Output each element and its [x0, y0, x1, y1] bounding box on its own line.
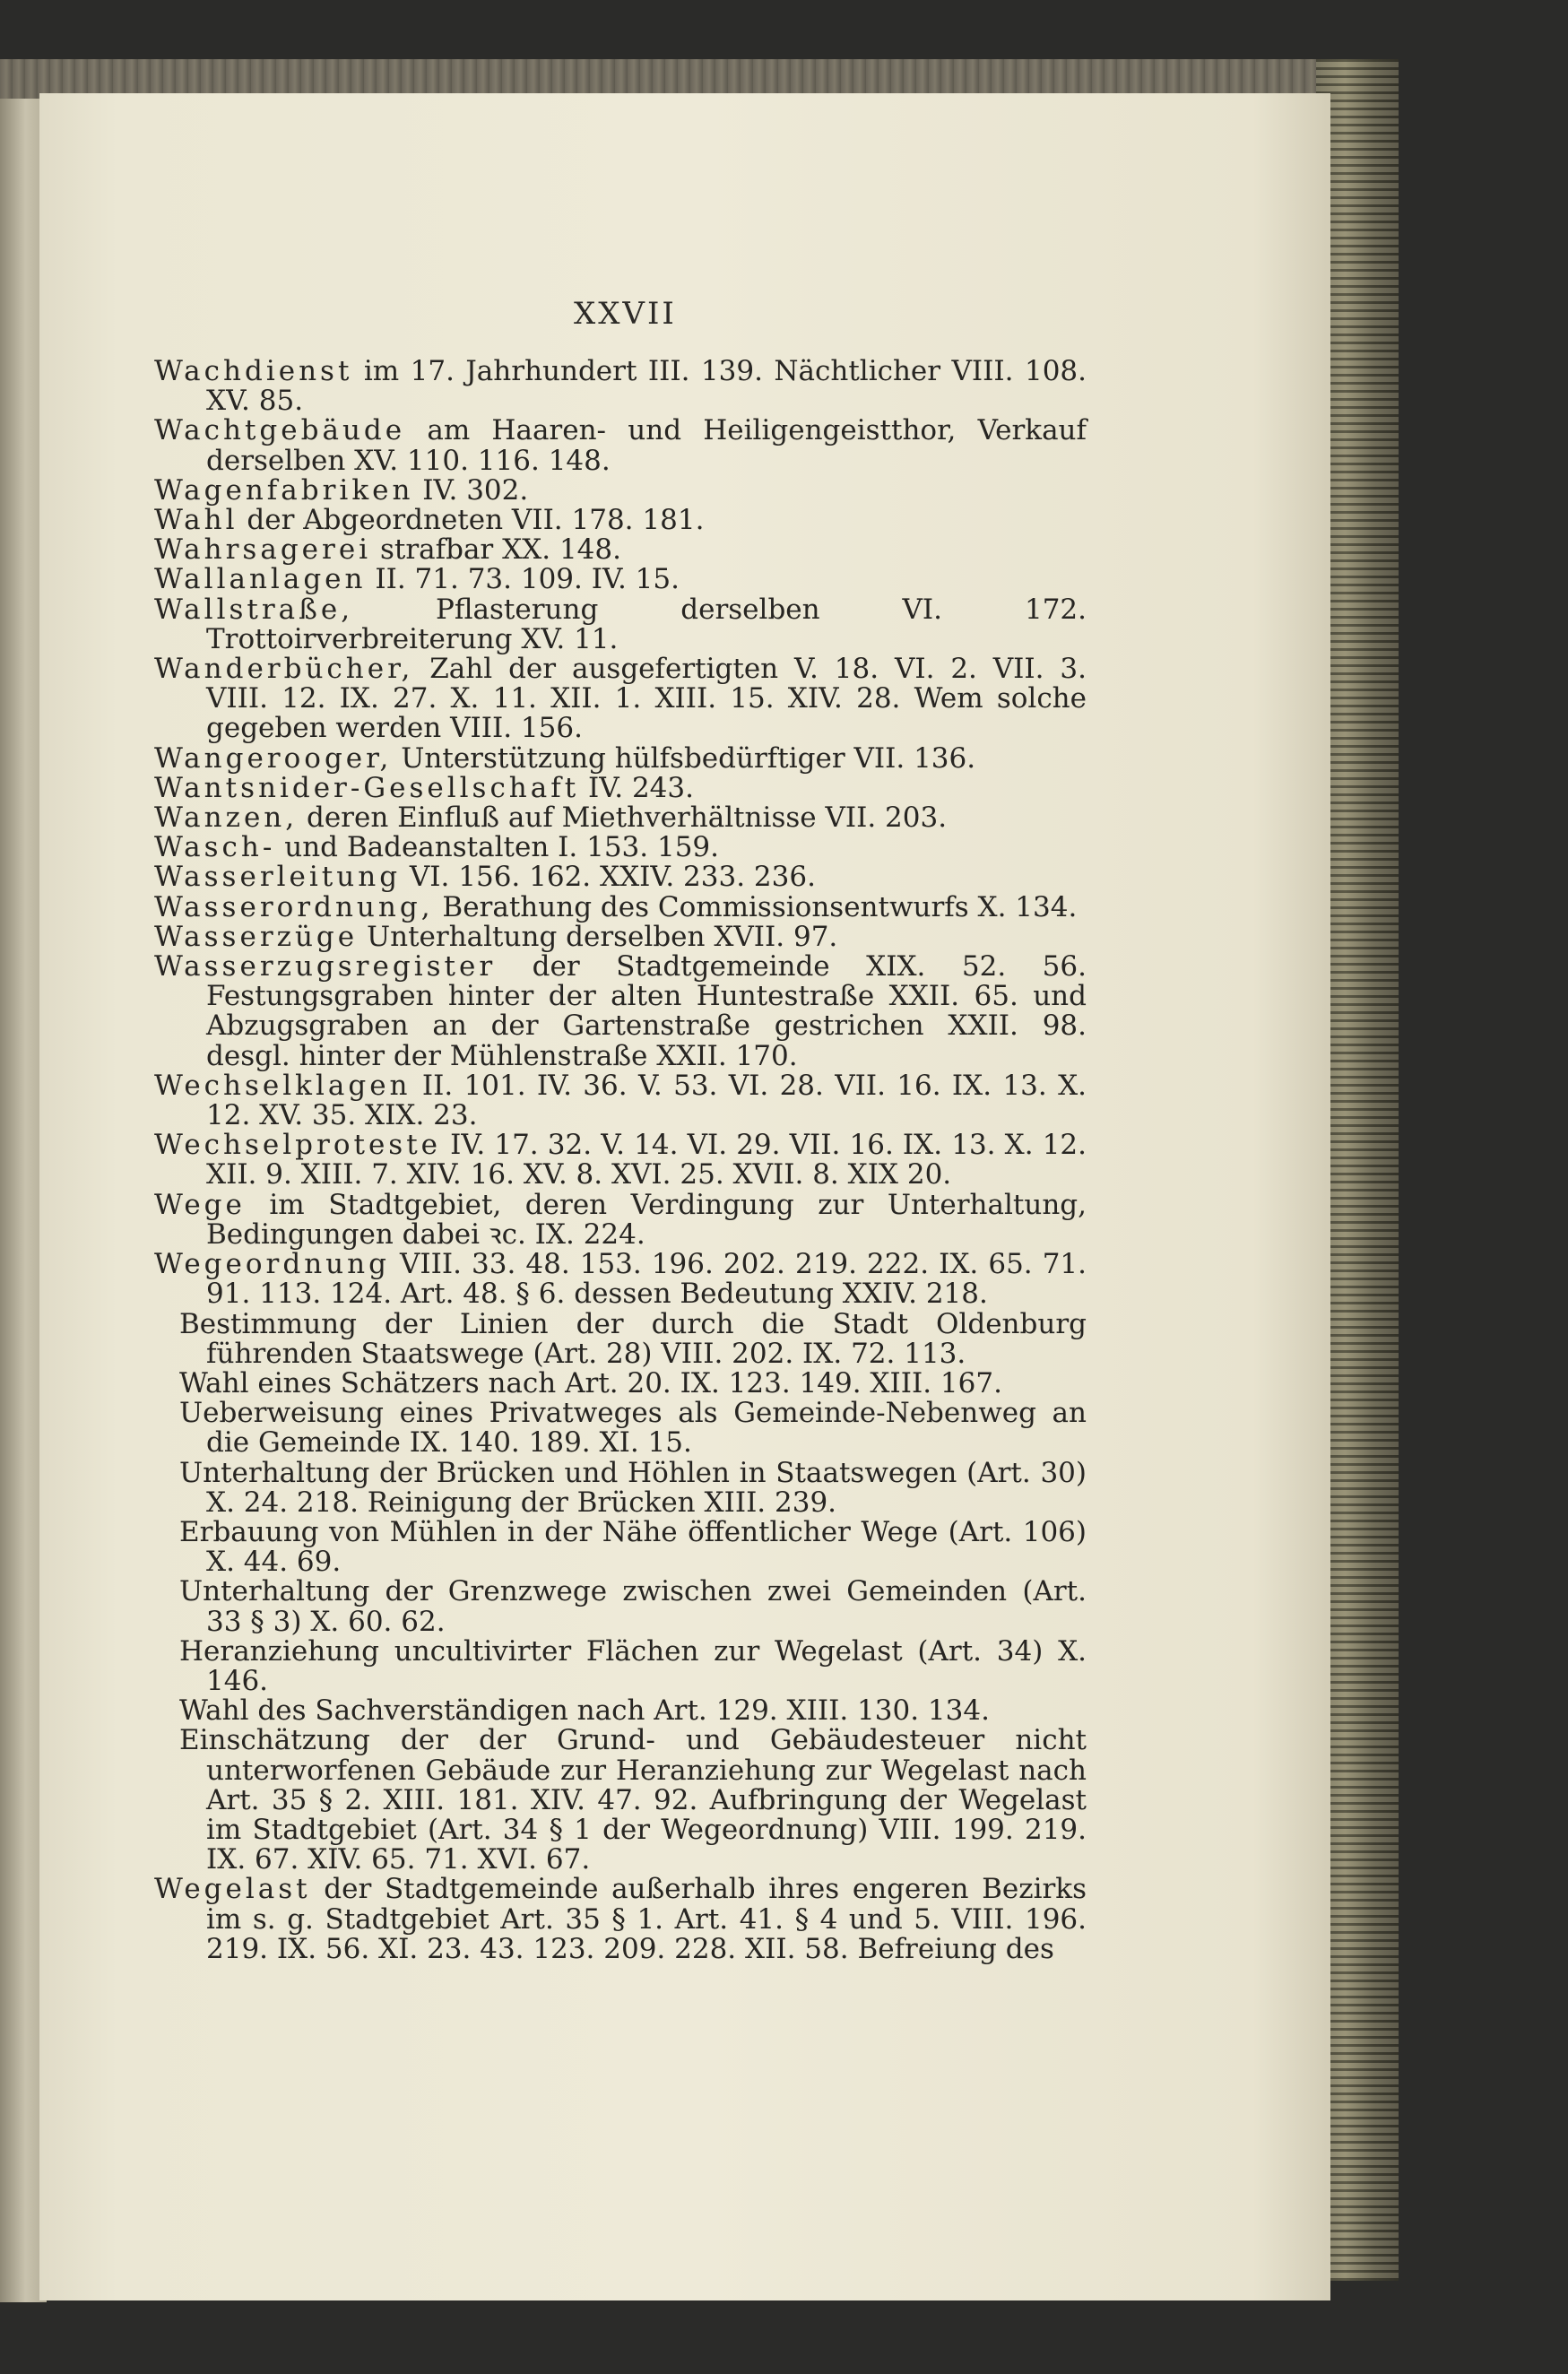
- entry-text: im 17. Jahrhundert III. 139. Nächtlicher VIII. 108. XV. 85.: [206, 355, 1087, 418]
- index-entry: [154, 357, 1087, 416]
- index-entry: [154, 862, 1087, 892]
- entry-keyword: Wechselproteste: [154, 1129, 442, 1162]
- entry-keyword: Wallstraße,: [154, 593, 354, 626]
- entry-keyword: Wasch-: [154, 831, 276, 864]
- entry-text: IV. 243.: [579, 771, 694, 804]
- entry-text: VI. 156. 162. XXIV. 233. 236.: [401, 861, 816, 894]
- index-subentry: Ueberweisung eines Privatweges als Gemeinde-Nebenweg an die Gemeinde IX. 140. 189. XI. 15.: [179, 1397, 1087, 1460]
- index-entry: [154, 506, 1087, 535]
- entry-keyword: Wachdienst: [154, 355, 353, 387]
- index-entry: [154, 920, 1087, 953]
- index-subentry: Heranziehung uncultivirter Flächen zur Wegelast (Art. 34) X. 146.: [179, 1634, 1087, 1697]
- index-entry: [154, 1875, 1087, 1964]
- entry-text: Berathung des Commissionsentwurfs X. 134.: [433, 890, 1078, 923]
- entry-keyword: Wallanlagen: [154, 563, 367, 596]
- entry-keyword: Wechselklagen: [154, 1069, 411, 1102]
- entry-text: II. 101. IV. 36. V. 53. VI. 28. VII. 16. IX. 13. X. 12. XV. 35. XIX. 23.: [206, 1069, 1087, 1132]
- index-entry: [154, 473, 1087, 507]
- entry-text: Zahl der ausgefertigten V. 18. VI. 2. VII. 3. VIII. 12. IX. 27. X. 11. XII. 1. XIII. 15. XIV. 28. Wem solche gegeben werden VIII. 156.: [206, 653, 1087, 745]
- entry-text: strafbar XX. 148.: [371, 533, 621, 567]
- index-subentry: Einschätzung der der Grund- und Gebäudesteuer nicht unterworfenen Gebäude zur Heranziehung zur Wegelast nach Art. 35 § 2. XIII. 181. XIV. 47. 92. Aufbringung der Wegelast im Stadtgebiet (Art. 34 § 1 der Wegeordnung) VIII. 199. 219. IX. 67. XIV. 65. 71. XVI. 67.: [179, 1724, 1087, 1876]
- index-entry: [154, 565, 1087, 594]
- index-entry: [154, 771, 1087, 804]
- entry-keyword: Wege: [154, 1188, 246, 1221]
- entry-text: im Stadtgebiet, deren Verdingung zur Unterhaltung, Bedingungen dabei ꝛc. IX. 224.: [206, 1188, 1087, 1251]
- entry-keyword: Wasserleitung: [154, 861, 402, 894]
- index-subentry: Erbauung von Mühlen in der Nähe öffentlicher Wege (Art. 106) X. 44. 69.: [179, 1515, 1087, 1579]
- index-subentry: Wahl eines Schätzers nach Art. 20. IX. 123. 149. XIII. 167.: [179, 1366, 1002, 1399]
- entry-keyword: Wanzen,: [154, 801, 299, 835]
- entry-keyword: Wachtgebäude: [154, 414, 406, 447]
- entry-text: IV. 302.: [413, 473, 529, 507]
- entry-text: Unterstützung hülfsbedürftiger VII. 136.: [392, 741, 976, 775]
- index-entry: [154, 1188, 1087, 1251]
- entry-keyword: Wantsnider-Gesellschaft: [154, 771, 580, 804]
- entry-keyword: Wasserzüge: [154, 920, 359, 953]
- entry-keyword: Wanderbücher,: [154, 653, 414, 686]
- index-subentry: Bestimmung der Linien der durch die Stadt Oldenburg führenden Staatswege (Art. 28) VIII. 202. IX. 72. 113.: [179, 1307, 1087, 1370]
- entry-keyword: Wagenfabriken: [154, 473, 414, 507]
- entry-text: der Stadtgemeinde XIX. 52. 56. Festungsgraben hinter der alten Huntestraße XXII. 65. und Abzugsgraben an der Gartenstraße gestrichen XXII. 98. desgl. hinter der Mühlenstraße XXII. 170.: [206, 950, 1087, 1072]
- entry-text: deren Einfluß auf Miethverhältnisse VII. 203.: [298, 801, 948, 835]
- index-entry: [154, 535, 1087, 565]
- entry-keyword: Wasserzugsregister: [154, 950, 497, 983]
- index-entry: [154, 654, 1087, 744]
- index-entry: [154, 416, 1087, 475]
- index-entry: [154, 803, 1087, 833]
- index-entry: [154, 741, 1087, 775]
- page-number: XXVII: [574, 296, 677, 332]
- entry-keyword: Wahl: [154, 504, 238, 537]
- entry-text: Pflasterung derselben VI. 172. Trottoirverbreiterung XV. 11.: [206, 593, 1087, 655]
- entry-text: der Abgeordneten VII. 178. 181.: [238, 504, 705, 537]
- index-entry: [154, 1131, 1087, 1190]
- index-entry: [154, 952, 1087, 1071]
- index-entry: [154, 890, 1087, 923]
- entry-text: am Haaren- und Heiligengeistthor, Verkauf derselben XV. 110. 116. 148.: [206, 414, 1087, 477]
- entry-keyword: Wahrsagerei: [154, 533, 372, 567]
- index-text: [154, 357, 1087, 1964]
- entry-text: VIII. 33. 48. 153. 196. 202. 219. 222. IX. 65. 71. 91. 113. 124. Art. 48. § 6. dessen Bedeutung XXIV. 218.: [206, 1248, 1087, 1311]
- entry-keyword: Wasserordnung,: [154, 890, 434, 923]
- entry-keyword: Wegeordnung: [154, 1248, 390, 1281]
- entry-text: der Stadtgemeinde außerhalb ihres engeren Bezirks im s. g. Stadtgebiet Art. 35 § 1. Art. 41. § 4 und 5. VIII. 196. 219. IX. 56. XI. 23. 43. 123. 209. 228. XII. 58. Befreiung des: [206, 1873, 1087, 1965]
- entry-text: und Badeanstalten I. 153. 159.: [275, 831, 719, 864]
- index-entry: [154, 1250, 1087, 1309]
- index-entry: [154, 1071, 1087, 1131]
- entry-keyword: Wangerooger,: [154, 741, 393, 775]
- entry-keyword: Wegelast: [154, 1873, 311, 1906]
- index-entry: [154, 833, 1087, 862]
- index-subentry: Unterhaltung der Brücken und Höhlen in Staatswegen (Art. 30) X. 24. 218. Reinigung der Brücken XIII. 239.: [179, 1456, 1087, 1519]
- entry-text: IV. 17. 32. V. 14. VI. 29. VII. 16. IX. 13. X. 12. XII. 9. XIII. 7. XIV. 16. XV. 8. XVI. 25. XVII. 8. XIX 20.: [206, 1129, 1087, 1191]
- index-subentry: Unterhaltung der Grenzwege zwischen zwei Gemeinden (Art. 33 § 3) X. 60. 62.: [179, 1575, 1087, 1638]
- index-entry: [154, 595, 1087, 654]
- entry-text: Unterhaltung derselben XVII. 97.: [358, 920, 838, 953]
- index-subentry: Wahl des Sachverständigen nach Art. 129. XIII. 130. 134.: [179, 1694, 990, 1728]
- entry-text: II. 71. 73. 109. IV. 15.: [366, 563, 680, 596]
